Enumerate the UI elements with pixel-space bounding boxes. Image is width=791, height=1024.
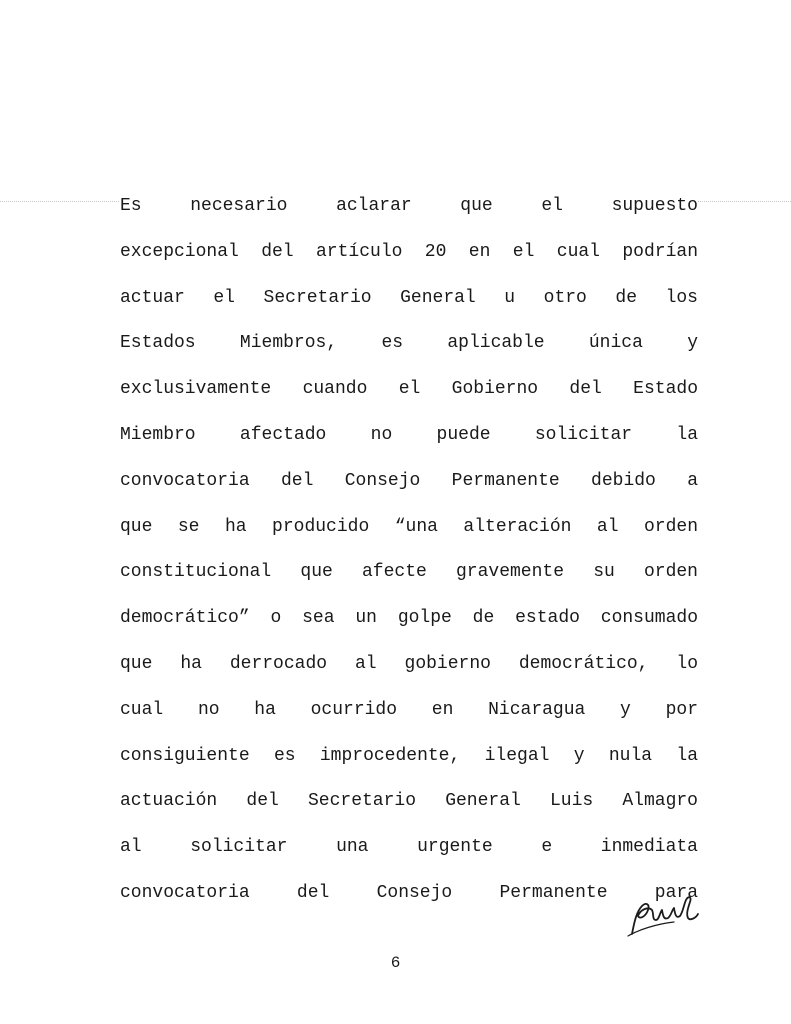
- text-line: Estados Miembros, es aplicable única y: [120, 321, 698, 367]
- text-line: que se ha producido “una alteración al orden: [120, 505, 698, 551]
- page-number: 6: [390, 954, 401, 972]
- text-line: Miembro afectado no puede solicitar la: [120, 413, 698, 459]
- text-line: consiguiente es improcedente, ilegal y nula la: [120, 734, 698, 780]
- body-paragraph: [120, 184, 698, 917]
- text-line: excepcional del artículo 20 en el cual podrían: [120, 230, 698, 276]
- text-line: que ha derrocado al gobierno democrático, lo: [120, 642, 698, 688]
- text-line: constitucional que afecte gravemente su orden: [120, 550, 698, 596]
- text-line: Es necesario aclarar que el supuesto: [120, 184, 698, 230]
- text-line: democrático” o sea un golpe de estado consumado: [120, 596, 698, 642]
- text-line: cual no ha ocurrido en Nicaragua y por: [120, 688, 698, 734]
- text-line: actuar el Secretario General u otro de los: [120, 276, 698, 322]
- text-line: exclusivamente cuando el Gobierno del Estado: [120, 367, 698, 413]
- text-line: convocatoria del Consejo Permanente para: [120, 871, 698, 917]
- text-line: convocatoria del Consejo Permanente debido a: [120, 459, 698, 505]
- signature-icon: [626, 894, 700, 938]
- text-line: al solicitar una urgente e inmediata: [120, 825, 698, 871]
- text-line: actuación del Secretario General Luis Almagro: [120, 779, 698, 825]
